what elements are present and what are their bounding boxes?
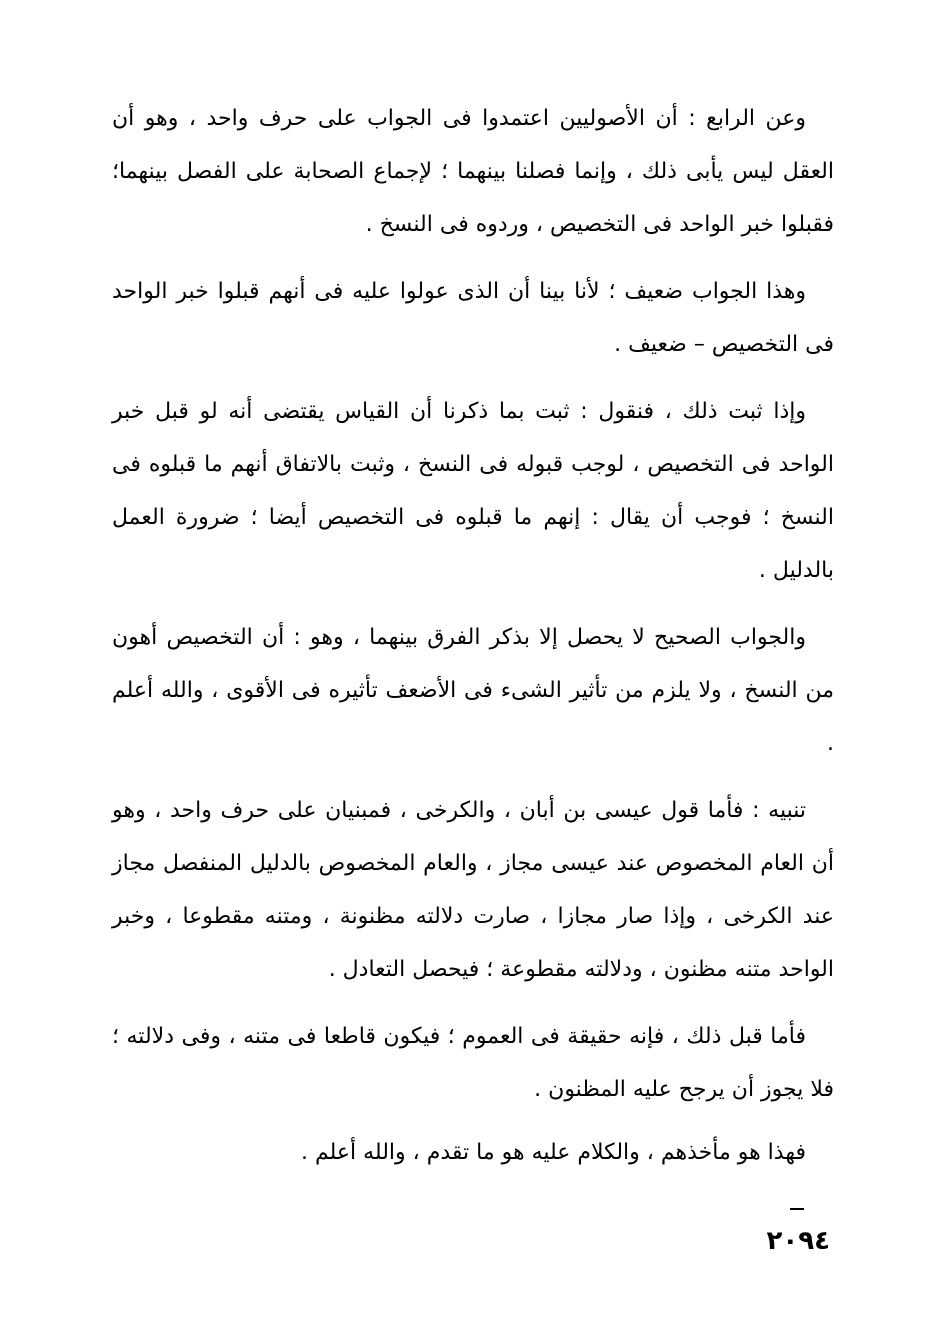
paragraph-6: فأما قبل ذلك ، فإنه حقيقة فى العموم ؛ فيكون قاطعا فى متنه ، وفى دلالته ؛ فلا يجوز أن يرجح عليه المظنون . xyxy=(112,1024,834,1102)
paragraph-3: وإذا ثبت ذلك ، فنقول : ثبت بما ذكرنا أن القياس يقتضى أنه لو قبل خبر الواحد فى التخصيص ، لوجب قبوله فى النسخ ، وثبت بالاتفاق أنهم ما قبلوه فى النسخ ؛ فوجب أن يقال : إنهم ما قبلوه فى التخصيص أيضا ؛ ضرورة العمل بالدليل . xyxy=(112,399,834,583)
paragraph-2: وهذا الجواب ضعيف ؛ لأنا بينا أن الذى عولوا عليه فى أنهم قبلوا خبر الواحد فى التخصيص – ضعيف . xyxy=(112,279,834,357)
page-number: ٢٠٩٤ xyxy=(766,1226,830,1256)
paragraph-4: والجواب الصحيح لا يحصل إلا بذكر الفرق بينهما ، وهو : أن التخصيص أهون من النسخ ، ولا يلزم من تأثير الشىء فى الأضعف تأثيره فى الأقوى ، والله أعلم . xyxy=(112,625,834,756)
paragraph-5: تنبيه : فأما قول عيسى بن أبان ، والكرخى ، فمبنيان على حرف واحد ، وهو أن العام المخصوص عند عيسى مجاز ، والعام المخصوص بالدليل المنفصل مجاز عند الكرخى ، وإذا صار مجازا ، صارت دلالته مظنونة ، ومتنه مقطوعا ، وخبر الواحد متنه مظنون ، ودلالته مقطوعة ؛ فيحصل التعادل . xyxy=(112,798,834,982)
body-text xyxy=(112,92,834,1193)
paragraph-7: فهذا هو مأخذهم ، والكلام عليه هو ما تقدم ، والله أعلم . xyxy=(300,1140,806,1165)
paragraph-1: وعن الرابع : أن الأصوليين اعتمدوا فى الجواب على حرف واحد ، وهو أن العقل ليس يأبى ذلك ، وإنما فصلنا بينهما ؛ لإجماع الصحابة على الفصل بينهما؛ فقبلوا خبر الواحد فى التخصيص ، وردوه فى النسخ . xyxy=(112,106,834,237)
footer-mark xyxy=(790,1208,804,1210)
